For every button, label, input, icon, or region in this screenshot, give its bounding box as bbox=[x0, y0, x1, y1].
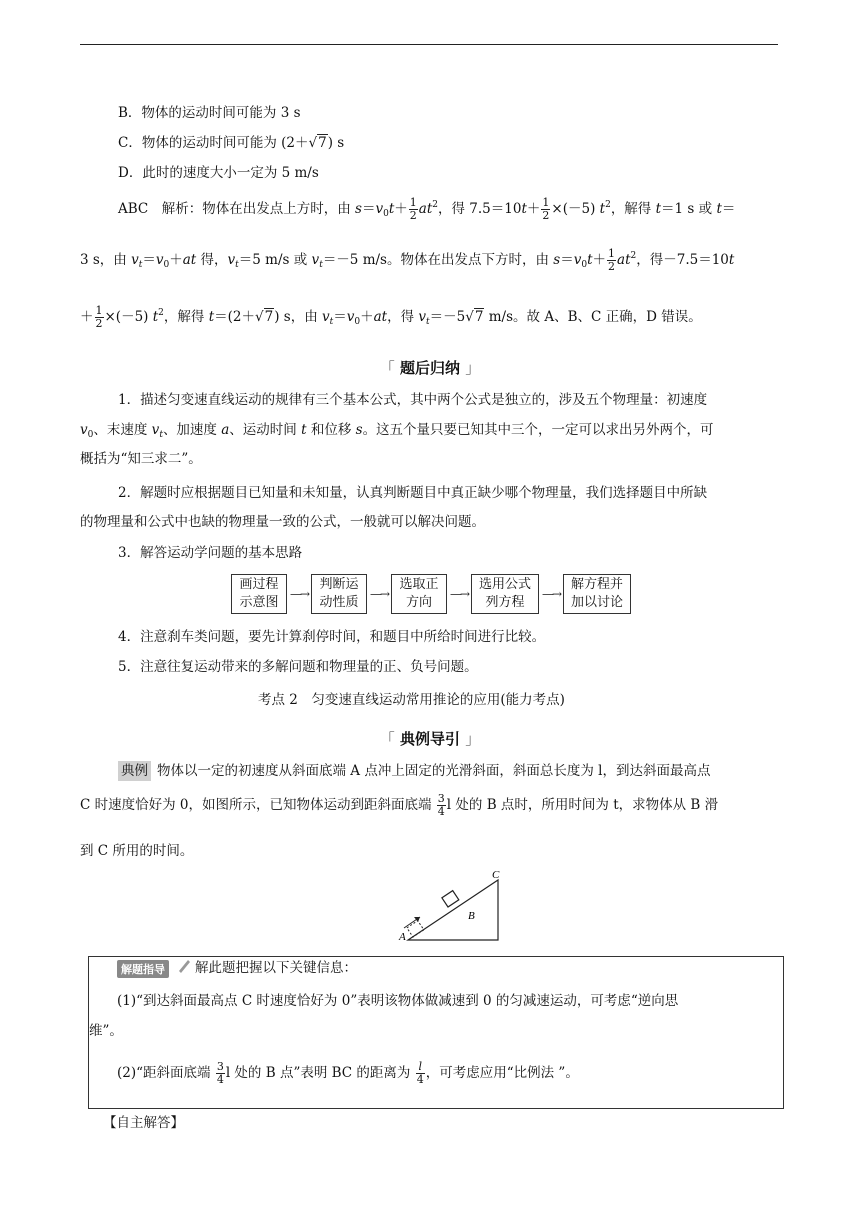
label-b: B bbox=[468, 910, 475, 922]
arrow-right-icon: —→ bbox=[289, 587, 309, 601]
label-c: C bbox=[492, 869, 500, 881]
block bbox=[442, 891, 459, 907]
incline-figure bbox=[390, 866, 510, 946]
summary-p1b: $v_0$、末速度 $v_t$、加速度 a、运动时间 t 和位移 s。这五个量只要已知其中三个，一定可以求出另外两个，可 bbox=[80, 422, 714, 440]
solution-guide-box bbox=[88, 956, 784, 1109]
guide-item-2: (2)“距斜面底端 $\frac{3}{4}$ l 处的 B 点”表明 BC 的距离为 $\frac{l}{4}$ ，可考虑应用“比例法 ”。 bbox=[117, 1060, 579, 1086]
summary-p1c: 概括为“知三求二”。 bbox=[80, 451, 202, 467]
summary-p1a: 1．描述匀变速直线运动的规律有三个基本公式，其中两个公式是独立的，涉及五个物理量：初速度 bbox=[118, 392, 708, 408]
summary-p4: 4．注意刹车类问题，要先计算刹停时间，和题目中所给时间进行比较。 bbox=[118, 629, 546, 645]
arrow-right-icon: —→ bbox=[369, 587, 389, 601]
example-line-1: 典例 物体以一定的初速度从斜面底端 A 点冲上固定的光滑斜面，斜面总长度为 l，到达斜面最高点 bbox=[118, 761, 710, 781]
flow-step-5: 解方程并 加以讨论 bbox=[563, 574, 631, 614]
flow-step-2: 判断运 动性质 bbox=[311, 574, 367, 614]
section-title-example: 「 典例导引 」 bbox=[379, 730, 481, 748]
example-tag: 典例 bbox=[118, 761, 151, 781]
kaodian-heading: 考点 2 匀变速直线运动常用推论的应用(能力考点) bbox=[258, 692, 565, 708]
example-line-3: 到 C 所用的时间。 bbox=[80, 843, 194, 859]
option-d: D．此时的速度大小一定为 5 m/s bbox=[118, 165, 319, 181]
header-rule bbox=[80, 44, 778, 45]
solution-flowchart bbox=[231, 573, 631, 615]
summary-p5: 5．注意往复运动带来的多解问题和物理量的正、负号问题。 bbox=[118, 659, 478, 675]
option-b: B．物体的运动时间可能为 3 s bbox=[118, 105, 301, 121]
arrow-right-icon: —→ bbox=[541, 587, 561, 601]
guide-item-1a: (1)“到达斜面最高点 C 时速度恰好为 0”表明该物体做减速到 0 的匀减速运动，可考虑“逆向思 bbox=[117, 993, 679, 1009]
answer-line-3: ＋ $\frac{1}{2}$ ×(－5) $t^2$，解得 t＝(2＋√7) s，由 $v_t=v_0+at$，得 $v_t=-5√7$ m/s。故 A、B、C 正确，D 错误。 bbox=[80, 304, 702, 330]
answer-line-2: 3 s，由 $v_t=v_0+at$ 得，$v_t=5$ m/s 或 $v_t=-5$ m/s。物体在出发点下方时，由 $s=v_0t+$ $\frac{1}{2}$ $at^2$，得－7.5＝10t bbox=[80, 247, 735, 273]
summary-p2b: 的物理量和公式中也缺的物理量一致的公式，一般就可以解决问题。 bbox=[80, 514, 485, 530]
flow-step-4: 选用公式 列方程 bbox=[471, 574, 539, 614]
summary-p3: 3．解答运动学问题的基本思路 bbox=[118, 545, 303, 561]
section-title-summary: 「 题后归纳 」 bbox=[379, 359, 481, 377]
arrow-right-icon: —→ bbox=[449, 587, 469, 601]
option-c: C．物体的运动时间可能为 (2＋√7) s bbox=[118, 135, 345, 151]
pen-icon bbox=[176, 958, 192, 974]
incline-triangle bbox=[408, 880, 498, 940]
summary-p2a: 2．解题时应根据题目已知量和未知量，认真判断题目中真正缺少哪个物理量，我们选择题目中所缺 bbox=[118, 485, 708, 501]
flow-step-3: 选取正 方向 bbox=[391, 574, 447, 614]
flow-step-1: 画过程 示意图 bbox=[231, 574, 287, 614]
label-a: A bbox=[399, 931, 406, 943]
guide-tag: 解题指导 bbox=[117, 960, 169, 978]
answer-line-1: ABC 解析：物体在出发点上方时，由 $s=v_0t+$ $\frac{1}{2}$ $at^2$，得 7.5＝10t＋ $\frac{1}{2}$ ×(－5) $t^2$，解得 t＝1 s 或 t＝ bbox=[118, 196, 736, 222]
guide-intro: 解此题把握以下关键信息： bbox=[195, 960, 357, 976]
example-line-2: C 时速度恰好为 0，如图所示，已知物体运动到距斜面底端 $\frac{3}{4}$ l 处的 B 点时，所用时间为 t，求物体从 B 滑 bbox=[80, 792, 719, 818]
guide-item-1b: 维”。 bbox=[89, 1023, 123, 1039]
self-answer-label: 【自主解答】 bbox=[103, 1115, 184, 1131]
